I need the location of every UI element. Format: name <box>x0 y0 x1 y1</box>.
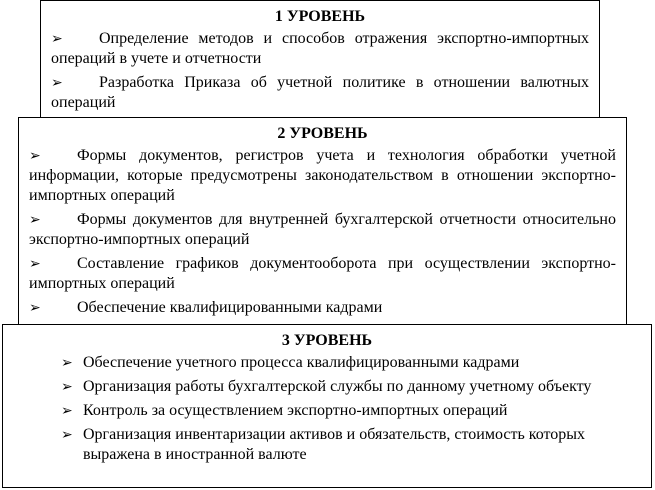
list-item <box>29 298 616 318</box>
arrow-bullet-icon: ➢ <box>61 427 73 443</box>
level-1-list <box>51 29 589 113</box>
list-item-text: Обеспечение квалифицированными кадрами <box>77 299 383 316</box>
level-1-title: 1 УРОВЕНЬ <box>274 8 366 25</box>
list-item-text: Формы документов, регистров учета и технология обработки учетной информации, которые предусмотрены законодательством в отношении экспортно-импортных операций <box>29 147 616 204</box>
level-2-list <box>29 146 616 318</box>
arrow-bullet-icon: ➢ <box>29 212 41 228</box>
level-2-box <box>18 117 627 329</box>
list-item <box>13 401 641 421</box>
list-item <box>13 425 641 465</box>
list-item-text: Определение методов и способов отражения экспортно-импортных операций в учете и отчетности <box>51 30 589 67</box>
arrow-bullet-icon: ➢ <box>51 75 63 91</box>
arrow-bullet-icon: ➢ <box>51 31 63 47</box>
level-3-title: 3 УРОВЕНЬ <box>281 332 373 349</box>
list-item <box>13 353 641 373</box>
list-item-text: Контроль за осуществлением экспортно-импортных операций <box>83 402 508 419</box>
list-item-text: Составление графиков документооборота при осуществлении экспортно-импортных операций <box>29 255 616 292</box>
level-3-box <box>2 324 652 488</box>
level-2-title: 2 УРОВЕНЬ <box>277 125 368 142</box>
arrow-bullet-icon: ➢ <box>29 148 41 164</box>
list-item <box>51 29 589 69</box>
arrow-bullet-icon: ➢ <box>61 403 73 419</box>
list-item-text: Обеспечение учетного процесса квалифицированными кадрами <box>83 354 520 371</box>
list-item <box>51 73 589 113</box>
arrow-bullet-icon: ➢ <box>29 256 41 272</box>
arrow-bullet-icon: ➢ <box>61 355 73 371</box>
arrow-bullet-icon: ➢ <box>29 300 41 316</box>
list-item <box>13 377 641 397</box>
level-3-list <box>13 353 641 465</box>
list-item <box>29 254 616 294</box>
list-item-text: Организация инвентаризации активов и обязательств, стоимость которых выражена в иностранной валюте <box>83 426 586 463</box>
list-item-text: Формы документов для внутренней бухгалтерской отчетности относительно экспортно-импортных операций <box>29 211 616 248</box>
list-item-text: Организация работы бухгалтерской службы по данному учетному объекту <box>83 378 592 395</box>
list-item <box>29 146 616 206</box>
level-1-box <box>40 0 600 118</box>
arrow-bullet-icon: ➢ <box>61 379 73 395</box>
list-item-text: Разработка Приказа об учетной политике в отношении валютных операций <box>51 74 589 111</box>
list-item <box>29 210 616 250</box>
